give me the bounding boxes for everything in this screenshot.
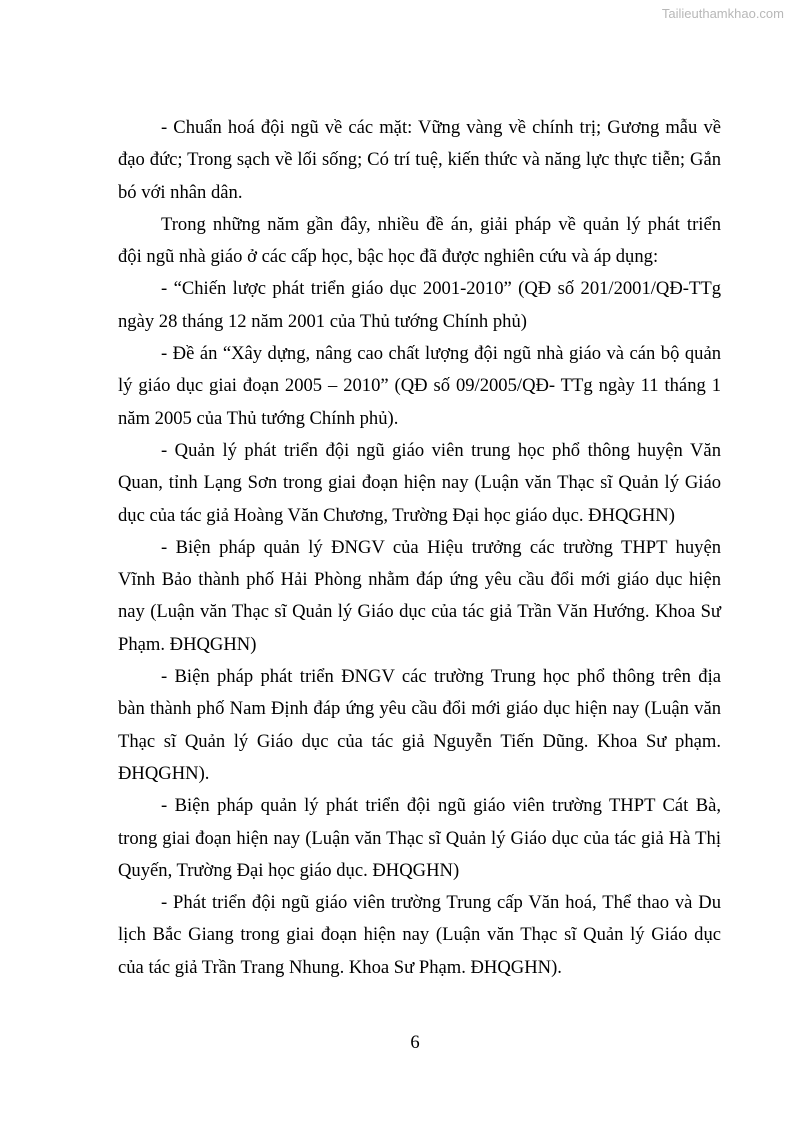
text-line: Quan, tỉnh Lạng Sơn trong giai đoạn hiện nay (Luận văn Thạc sĩ Quản lý Giáo xyxy=(118,472,721,494)
text-line: bó với nhân dân. xyxy=(118,181,243,203)
text-line: của tác giả Trần Trang Nhung. Khoa Sư Phạm. ĐHQGHN). xyxy=(118,956,562,978)
text-line: ngày 28 tháng 12 năm 2001 của Thủ tướng Chính phủ) xyxy=(118,310,527,332)
text-line: Quyến, Trường Đại học giáo dục. ĐHQGHN) xyxy=(118,859,460,881)
text-line: - Biện pháp phát triển ĐNGV các trường Trung học phổ thông trên địa xyxy=(161,666,721,688)
paragraph xyxy=(118,209,721,274)
paragraph xyxy=(118,790,721,887)
text-line: Phạm. ĐHQGHN) xyxy=(118,633,257,655)
paragraph xyxy=(118,273,721,338)
text-line: ĐHQGHN). xyxy=(118,762,210,784)
text-line: - Biện pháp quản lý ĐNGV của Hiệu trưởng các trường THPT huyện xyxy=(161,536,721,558)
document-body xyxy=(118,112,721,984)
text-line: - Đề án “Xây dựng, nâng cao chất lượng đội ngũ nhà giáo và cán bộ quản xyxy=(161,343,721,365)
text-line: nay (Luận văn Thạc sĩ Quản lý Giáo dục của tác giả Trần Văn Hướng. Khoa Sư xyxy=(118,601,721,623)
text-line: năm 2005 của Thủ tướng Chính phủ). xyxy=(118,407,399,429)
text-line: lịch Bắc Giang trong giai đoạn hiện nay (Luận văn Thạc sĩ Quản lý Giáo dục xyxy=(118,924,721,946)
paragraph xyxy=(118,338,721,435)
page-number: 6 xyxy=(410,1032,420,1053)
paragraph xyxy=(118,532,721,661)
paragraph xyxy=(118,435,721,532)
text-line: bàn thành phố Nam Định đáp ứng yêu cầu đổi mới giáo dục hiện nay (Luận văn xyxy=(118,698,721,720)
text-line: - Phát triển đội ngũ giáo viên trường Trung cấp Văn hoá, Thể thao và Du xyxy=(161,892,721,914)
paragraph xyxy=(118,112,721,209)
text-line: đội ngũ nhà giáo ở các cấp học, bậc học đã được nghiên cứu và áp dụng: xyxy=(118,246,659,268)
paragraph xyxy=(118,661,721,790)
text-line: - Chuẩn hoá đội ngũ về các mặt: Vững vàng về chính trị; Gương mẫu về xyxy=(161,117,721,138)
text-line: - “Chiến lược phát triển giáo dục 2001-2010” (QĐ số 201/2001/QĐ-TTg xyxy=(161,278,721,300)
text-line: - Quản lý phát triển đội ngũ giáo viên trung học phổ thông huyện Văn xyxy=(161,439,721,461)
text-line: trong giai đoạn hiện nay (Luận văn Thạc sĩ Quản lý Giáo dục của tác giả Hà Thị xyxy=(118,827,721,849)
text-line: - Biện pháp quản lý phát triển đội ngũ giáo viên trường THPT Cát Bà, xyxy=(161,795,721,817)
text-line: Trong những năm gần đây, nhiều đề án, giải pháp về quản lý phát triển xyxy=(161,213,721,235)
text-line: Thạc sĩ Quản lý Giáo dục của tác giả Nguyễn Tiến Dũng. Khoa Sư phạm. xyxy=(118,730,721,752)
text-line: dục của tác giả Hoàng Văn Chương, Trường Đại học giáo dục. ĐHQGHN) xyxy=(118,504,675,526)
watermark: Tailieuthamkhao.com xyxy=(661,6,784,21)
text-line: lý giáo dục giai đoạn 2005 – 2010” (QĐ số 09/2005/QĐ- TTg ngày 11 tháng 1 xyxy=(118,375,721,397)
paragraph xyxy=(118,887,721,984)
text-line: Vĩnh Bảo thành phố Hải Phòng nhằm đáp ứng yêu cầu đổi mới giáo dục hiện xyxy=(118,569,721,591)
text-line: đạo đức; Trong sạch về lối sống; Có trí tuệ, kiến thức và năng lực thực tiễn; Gắn xyxy=(118,149,721,171)
